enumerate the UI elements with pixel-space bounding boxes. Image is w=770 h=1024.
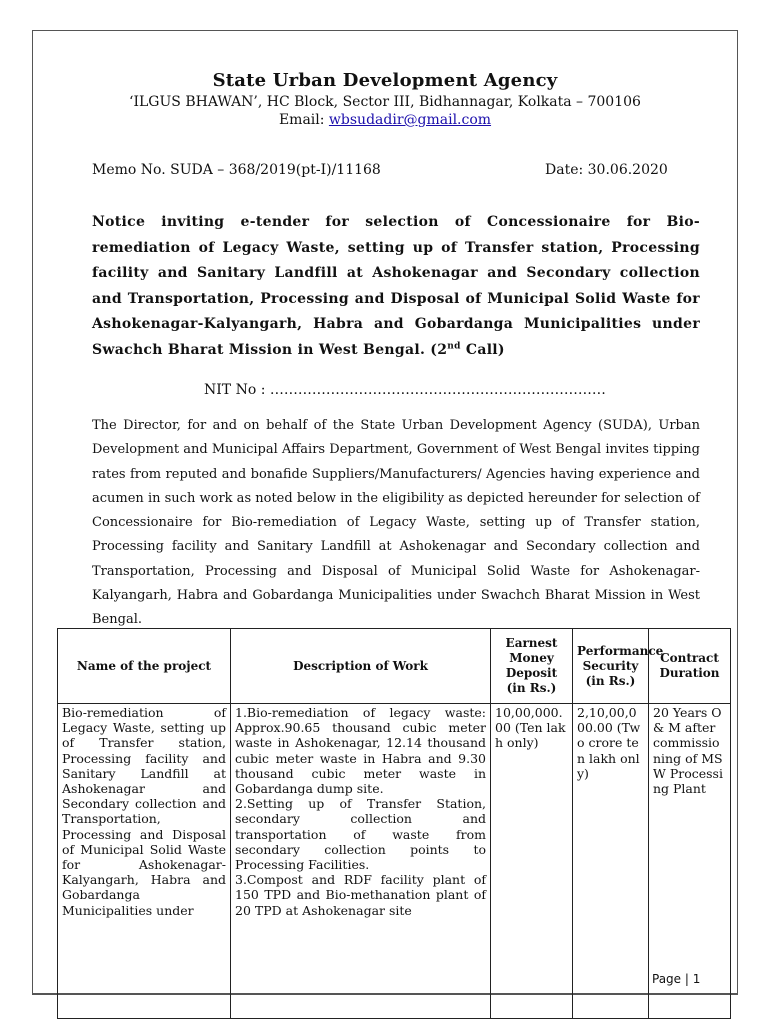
- memo-date: Date: 30.06.2020: [545, 162, 668, 178]
- body-paragraph: The Director, for and on behalf of the State Urban Development Agency (SUDA), Urban Development and Municipal Affairs Department, Government of West Bengal invites tipping rates from reputed and bonafide Suppliers/Manufacturers/ Agencies having experience and acumen in such work as noted below in the eligibility as depicted hereunder for selection of Concessionaire for Bio-remediation of Legacy Waste, setting up of Transfer station, Processing facility and Sanitary Landfill at Ashokenagar and Secondary collection and Transportation, Processing and Disposal of Municipal Solid Waste for Ashokenagar-Kalyangarh, Habra and Gobardanga Municipalities under Swachch Bharat Mission in West Bengal.: [92, 418, 700, 628]
- header-contract-duration: Contract Duration: [649, 629, 731, 704]
- notice-call: Call): [460, 341, 505, 358]
- email-label: Email:: [278, 112, 329, 128]
- tender-table: [57, 628, 731, 1019]
- memo-number: Memo No. SUDA – 368/2019(pt-I)/11168: [92, 162, 381, 178]
- nit-number: NIT No : ………………………………………………………………: [204, 382, 606, 398]
- agency-address: ‘ILGUS BHAWAN’, HC Block, Sector III, Bidhannagar, Kolkata – 700106: [129, 94, 641, 110]
- email-link[interactable]: wbsudadir@gmail.com: [328, 112, 492, 128]
- agency-email: [32, 111, 738, 129]
- header-description: Description of Work: [231, 629, 491, 704]
- notice-heading: [92, 210, 700, 364]
- header-emd: Earnest Money Deposit (in Rs.): [491, 629, 573, 704]
- notice-superscript: nd: [447, 341, 461, 352]
- cell-performance-security: 2,10,00,000.00 (Two crore ten lakh only): [573, 704, 649, 1019]
- cell-description: [231, 704, 491, 1019]
- cell-project: Bio-remediation of Legacy Waste, setting up of Transfer station, Processing facility and Sanitary Landfill at Ashokenagar and Secondary collection and Transportation, Processing and Disposal of Municipal Solid Waste for Ashokenagar-Kalyangarh, Habra and Gobardanga Municipalities under: [58, 704, 231, 1019]
- description-item-3: 3.Compost and RDF facility plant of 150 TPD and Bio-methanation plant of 20 TPD at Ashokenagar site: [235, 872, 486, 918]
- letterhead: [32, 70, 738, 129]
- description-item-2: 2.Setting up of Transfer Station, secondary collection and transportation of waste from secondary collection points to Processing Facilities.: [235, 796, 486, 873]
- notice-text: Notice inviting e-tender for selection of Concessionaire for Bio-remediation of Legacy Waste, setting up of Transfer station, Processing facility and Sanitary Landfill at Ashokenagar and Secondary collection and Transportation, Processing and Disposal of Municipal Solid Waste for Ashokenagar-Kalyangarh, Habra and Gobardanga Municipalities under Swachch Bharat Mission in West Bengal. (2: [92, 214, 700, 358]
- header-performance-security: Performance Security (in Rs.): [573, 629, 649, 704]
- description-item-1: 1.Bio-remediation of legacy waste: Approx.90.65 thousand cubic meter waste in Ashokenagar, 12.14 thousand cubic meter waste in Habra and 9.30 thousand cubic meter waste in Gobardanga dump site.: [235, 705, 486, 797]
- cell-emd: 10,00,000.00 (Ten lakh only): [491, 704, 573, 1019]
- page-number: Page | 1: [652, 972, 701, 986]
- cell-contract-duration: 20 Years O & M after commissioning of MSW Processing Plant: [649, 704, 731, 1019]
- header-project: Name of the project: [58, 629, 231, 704]
- agency-title: State Urban Development Agency: [212, 70, 558, 91]
- table-header-row: [58, 629, 731, 704]
- table-row: [58, 704, 731, 1019]
